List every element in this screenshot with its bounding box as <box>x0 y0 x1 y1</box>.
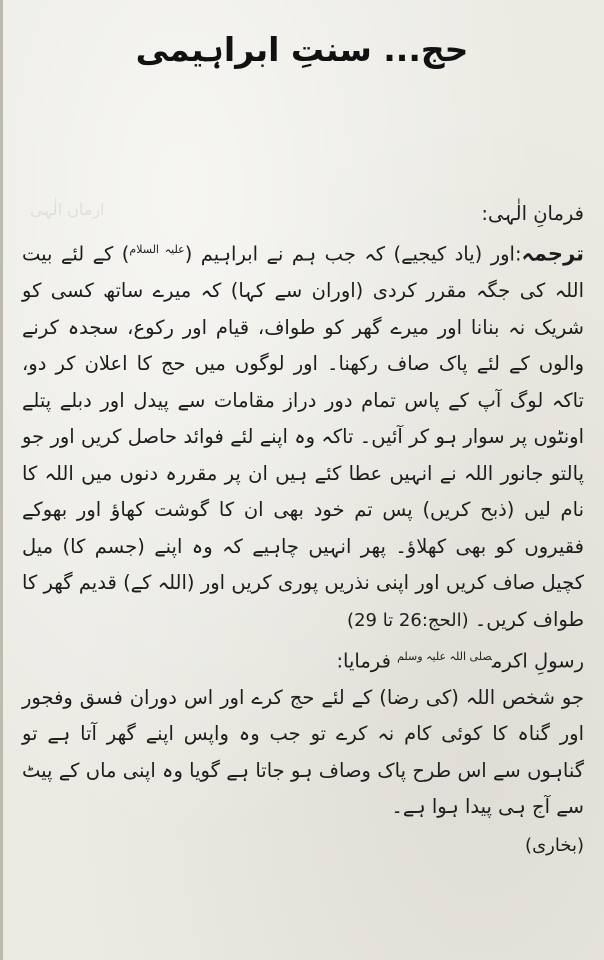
translation-label: ترجمہ <box>521 241 585 266</box>
hadith-heading-suffix: فرمایا: <box>336 649 398 673</box>
quran-reference: (الحج:26 تا 29) <box>347 609 469 631</box>
page-title: حج... سنتِ ابراہیمی <box>135 30 469 69</box>
page-edge <box>0 0 3 960</box>
hadith-text: جو شخص اللہ (کی رضا) کے لئے حج کرے اور اس دوران فسق وفجور اور گناہ کا کوئی کام نہ کرے تو جب وہ واپس اپنے گھر آتا ہے تو گناہوں سے اس طرح پاک وصاف ہو جاتا ہے گویا وہ اپنی ماں کے پیٹ سے آج ہی پیدا ہوا ہے۔ <box>22 685 584 818</box>
honorific-alayhis-salam: علیہ السلام <box>129 243 185 256</box>
hadith-source: (بخاری) <box>525 834 584 856</box>
translation-text-start: :اور (یاد کیجیے) کہ جب ہم نے ابراہیم ( <box>184 242 522 266</box>
quran-heading: فرمانِ الٰہی: <box>481 202 584 225</box>
hadith-heading-text: رسولِ اکرم <box>491 649 584 673</box>
honorific-salawat: صلی اللہ علیہ وسلم <box>397 650 492 663</box>
hadith-heading <box>22 639 584 680</box>
quran-translation <box>22 232 584 639</box>
article-body <box>22 196 584 864</box>
bleed-through-text: ارمان الٰہی <box>30 200 105 219</box>
translation-text: ) کے لئے بیت اللہ کی جگہ مقرر کردی (اوران سے کہا) کہ میرے ساتھ کسی کو شریک نہ بنانا اور میرے گھر کو طواف، قیام اور رکوع، سجدہ کرنے والوں کے لئے پاک صاف رکھنا۔ اور لوگوں میں حج کا اعلان کر دو، تاکہ لوگ آپ کے پاس تمام دور دراز مقامات سے پیدل اور دبلے پتلے اونٹوں پر سوار ہو کر آئیں۔ تاکہ وہ اپنے لئے فوائد حاصل کریں اور جو پالتو جانور اللہ نے انہیں عطا کئے ہیں ان پر مقررہ دنوں میں اللہ کا نام لیں (ذبح کریں) پس تم خود بھی ان کا گوشت کھاؤ اور بھوکے فقیروں کو بھی کھلاؤ۔ پھر انہیں چاہیے کہ وہ اپنے (جسم کا) میل کچیل صاف کریں اور اپنی نذریں پوری کریں اور (اللہ کے) قدیم گھر کا طواف کریں۔ <box>22 242 584 631</box>
